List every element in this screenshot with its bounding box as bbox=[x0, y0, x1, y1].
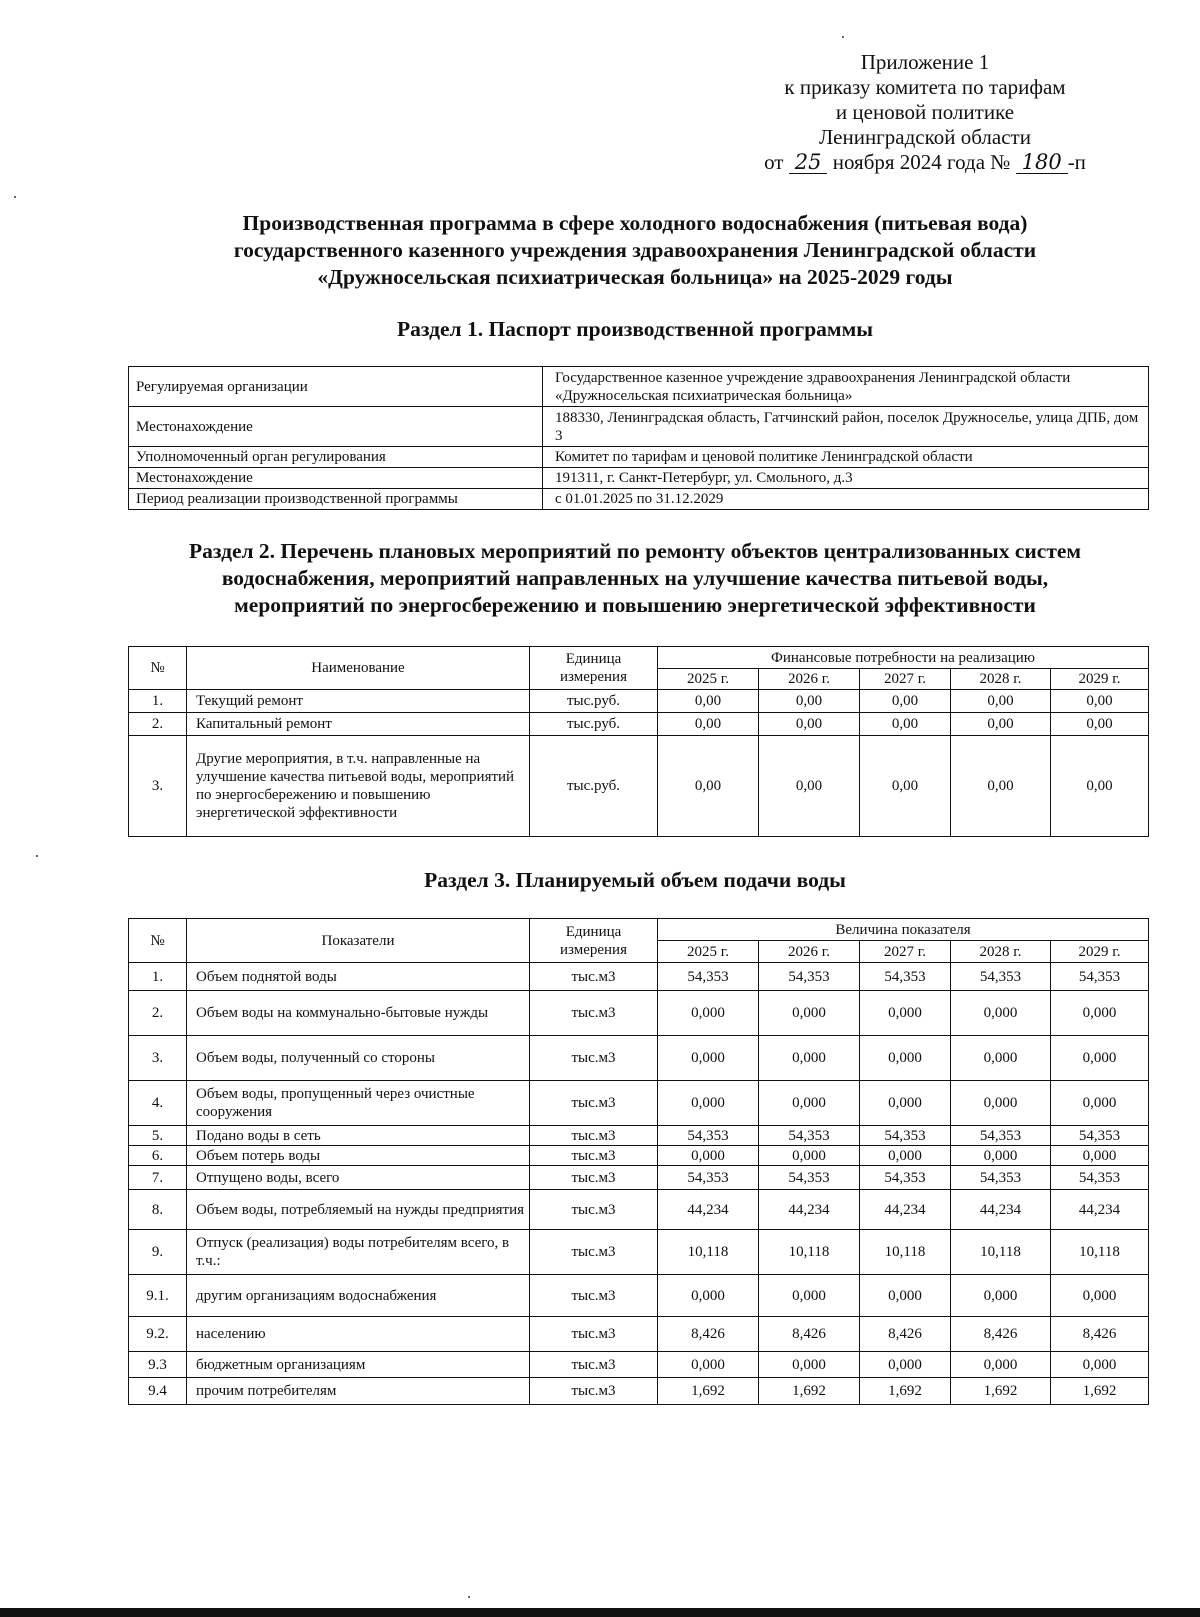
row-value: 54,353 bbox=[951, 963, 1051, 991]
row-name: Текущий ремонт bbox=[187, 690, 530, 713]
table-row bbox=[129, 1190, 1149, 1230]
row-unit: тыс.м3 bbox=[530, 1166, 658, 1190]
passport-label: Местонахождение bbox=[129, 407, 543, 447]
row-value: 10,118 bbox=[759, 1230, 860, 1275]
passport-value: с 01.01.2025 по 31.12.2029 bbox=[543, 489, 1149, 510]
year-header: 2026 г. bbox=[759, 941, 860, 963]
table-row bbox=[129, 1036, 1149, 1081]
row-value: 0,00 bbox=[658, 713, 759, 736]
water-supply-head bbox=[129, 919, 1149, 963]
row-value: 0,000 bbox=[951, 1275, 1051, 1317]
row-value: 10,118 bbox=[1051, 1230, 1149, 1275]
row-value: 8,426 bbox=[951, 1317, 1051, 1352]
table-row bbox=[129, 991, 1149, 1036]
row-value: 0,00 bbox=[860, 736, 951, 837]
passport-value: 188330, Ленинградская область, Гатчинский район, поселок Дружноселье, улица ДПБ, дом 3 bbox=[543, 407, 1149, 447]
col-name-header: Показатели bbox=[187, 919, 530, 963]
row-value: 44,234 bbox=[860, 1190, 951, 1230]
row-value: 54,353 bbox=[759, 1126, 860, 1146]
row-value: 54,353 bbox=[951, 1166, 1051, 1190]
passport-row bbox=[129, 489, 1149, 510]
passport-row bbox=[129, 447, 1149, 468]
row-number: 9.4 bbox=[129, 1378, 187, 1405]
row-value: 54,353 bbox=[658, 963, 759, 991]
row-value: 54,353 bbox=[1051, 1166, 1149, 1190]
row-value: 0,000 bbox=[658, 1036, 759, 1081]
passport-row bbox=[129, 468, 1149, 489]
row-value: 0,000 bbox=[951, 1352, 1051, 1378]
row-value: 0,000 bbox=[1051, 1352, 1149, 1378]
row-value: 1,692 bbox=[951, 1378, 1051, 1405]
row-value: 0,00 bbox=[951, 736, 1051, 837]
year-header: 2027 г. bbox=[860, 669, 951, 690]
row-value: 0,00 bbox=[860, 713, 951, 736]
table-row bbox=[129, 1378, 1149, 1405]
row-value: 1,692 bbox=[658, 1378, 759, 1405]
table-row bbox=[129, 1317, 1149, 1352]
row-unit: тыс.м3 bbox=[530, 1352, 658, 1378]
passport-value: Комитет по тарифам и ценовой политике Ленинградской области bbox=[543, 447, 1149, 468]
row-value: 0,00 bbox=[759, 736, 860, 837]
measures-table bbox=[128, 646, 1149, 837]
row-name: Объем воды на коммунально-бытовые нужды bbox=[187, 991, 530, 1036]
row-value: 0,000 bbox=[658, 1146, 759, 1166]
row-value: 0,000 bbox=[860, 1146, 951, 1166]
row-value: 0,000 bbox=[658, 1275, 759, 1317]
row-value: 0,00 bbox=[951, 713, 1051, 736]
passport-value: Государственное казенное учреждение здравоохранения Ленинградской области «Дружносельская психиатрическая больница» bbox=[543, 367, 1149, 407]
row-number: 6. bbox=[129, 1146, 187, 1166]
table-row bbox=[129, 713, 1149, 736]
row-unit: тыс.м3 bbox=[530, 1126, 658, 1146]
row-value: 0,000 bbox=[1051, 1036, 1149, 1081]
water-supply-table bbox=[128, 918, 1149, 1405]
row-value: 0,000 bbox=[759, 1081, 860, 1126]
year-header: 2026 г. bbox=[759, 669, 860, 690]
appendix-header bbox=[740, 50, 1110, 175]
row-value: 54,353 bbox=[860, 963, 951, 991]
row-value: 0,000 bbox=[860, 1352, 951, 1378]
row-value: 0,000 bbox=[860, 1036, 951, 1081]
row-unit: тыс.м3 bbox=[530, 1317, 658, 1352]
row-name: Объем потерь воды bbox=[187, 1146, 530, 1166]
row-name: Другие мероприятия, в т.ч. направленные на улучшение качества питьевой воды, мероприятий по энергосбережению и повышению энергетической эффективности bbox=[187, 736, 530, 837]
table-row bbox=[129, 1126, 1149, 1146]
row-unit: тыс.м3 bbox=[530, 1146, 658, 1166]
title-line: государственного казенного учреждения здравоохранения Ленинградской области bbox=[233, 238, 1037, 262]
row-value: 54,353 bbox=[759, 963, 860, 991]
row-value: 0,000 bbox=[860, 1081, 951, 1126]
row-number: 3. bbox=[129, 1036, 187, 1081]
passport-label: Местонахождение bbox=[129, 468, 543, 489]
handwritten-day: 25 bbox=[789, 151, 828, 174]
row-unit: тыс.м3 bbox=[530, 1036, 658, 1081]
row-name: Объем воды, полученный со стороны bbox=[187, 1036, 530, 1081]
scan-speck bbox=[14, 196, 16, 198]
row-number: 5. bbox=[129, 1126, 187, 1146]
row-value: 1,692 bbox=[1051, 1378, 1149, 1405]
section2-title-line: водоснабжения, мероприятий направленных на улучшение качества питьевой воды, bbox=[221, 566, 1049, 590]
row-number: 9.2. bbox=[129, 1317, 187, 1352]
passport-label: Уполномоченный орган регулирования bbox=[129, 447, 543, 468]
year-header: 2025 г. bbox=[658, 669, 759, 690]
section1-title: Раздел 1. Паспорт производственной программы bbox=[396, 317, 874, 341]
scan-speck bbox=[468, 1596, 470, 1598]
row-value: 44,234 bbox=[759, 1190, 860, 1230]
scan-edge-bar bbox=[0, 1608, 1200, 1617]
table-row bbox=[129, 1230, 1149, 1275]
section3-title: Раздел 3. Планируемый объем подачи воды bbox=[424, 868, 846, 892]
row-value: 0,00 bbox=[1051, 690, 1149, 713]
row-value: 8,426 bbox=[1051, 1317, 1149, 1352]
row-value: 54,353 bbox=[951, 1126, 1051, 1146]
row-number: 7. bbox=[129, 1166, 187, 1190]
row-name: другим организациям водоснабжения bbox=[187, 1275, 530, 1317]
row-unit: тыс.м3 bbox=[530, 991, 658, 1036]
row-value: 0,00 bbox=[658, 736, 759, 837]
table-row bbox=[129, 690, 1149, 713]
water-header-row bbox=[129, 919, 1149, 941]
row-value: 10,118 bbox=[860, 1230, 951, 1275]
row-value: 0,000 bbox=[759, 1036, 860, 1081]
row-number: 9. bbox=[129, 1230, 187, 1275]
row-value: 0,00 bbox=[759, 690, 860, 713]
section2-title-line: мероприятий по энергосбережению и повышению энергетической эффективности bbox=[234, 593, 1036, 617]
table-row bbox=[129, 1275, 1149, 1317]
row-number: 1. bbox=[129, 690, 187, 713]
date-middle: ноября 2024 года № bbox=[832, 150, 1011, 174]
row-unit: тыс.м3 bbox=[530, 1230, 658, 1275]
row-unit: тыс.руб. bbox=[530, 736, 658, 837]
row-name: населению bbox=[187, 1317, 530, 1352]
order-number-suffix: -п bbox=[1067, 150, 1086, 174]
row-value: 0,000 bbox=[759, 1275, 860, 1317]
row-value: 0,00 bbox=[658, 690, 759, 713]
col-number-header: № bbox=[129, 647, 187, 690]
row-unit: тыс.м3 bbox=[530, 1275, 658, 1317]
col-unit-header: Единица измерения bbox=[530, 647, 658, 690]
row-value: 0,000 bbox=[951, 991, 1051, 1036]
col-number-header: № bbox=[129, 919, 187, 963]
row-value: 0,00 bbox=[951, 690, 1051, 713]
row-name: Объем поднятой воды bbox=[187, 963, 530, 991]
row-number: 9.1. bbox=[129, 1275, 187, 1317]
appendix-label: Приложение 1 bbox=[860, 50, 990, 74]
order-reference-line: к приказу комитета по тарифам bbox=[784, 75, 1066, 99]
water-supply-body bbox=[129, 963, 1149, 1405]
section2-title bbox=[120, 538, 1150, 619]
title-line: Производственная программа в сфере холодного водоснабжения (питьевая вода) bbox=[242, 211, 1028, 235]
year-header: 2028 г. bbox=[951, 669, 1051, 690]
row-unit: тыс.м3 bbox=[530, 1190, 658, 1230]
row-value: 0,000 bbox=[951, 1146, 1051, 1166]
row-name: Отпуск (реализация) воды потребителям всего, в т.ч.: bbox=[187, 1230, 530, 1275]
row-value: 8,426 bbox=[658, 1317, 759, 1352]
row-unit: тыс.м3 bbox=[530, 963, 658, 991]
row-number: 9.3 bbox=[129, 1352, 187, 1378]
measures-header-row bbox=[129, 647, 1149, 669]
row-value: 0,000 bbox=[860, 1275, 951, 1317]
year-header: 2025 г. bbox=[658, 941, 759, 963]
col-name-header: Наименование bbox=[187, 647, 530, 690]
table-row bbox=[129, 1166, 1149, 1190]
row-name: Капитальный ремонт bbox=[187, 713, 530, 736]
row-number: 3. bbox=[129, 736, 187, 837]
row-value: 0,000 bbox=[1051, 1146, 1149, 1166]
row-value: 0,00 bbox=[1051, 736, 1149, 837]
order-date-line bbox=[740, 150, 1110, 175]
row-value: 0,000 bbox=[658, 1352, 759, 1378]
row-value: 0,00 bbox=[860, 690, 951, 713]
row-name: прочим потребителям bbox=[187, 1378, 530, 1405]
row-unit: тыс.м3 bbox=[530, 1378, 658, 1405]
row-value: 0,000 bbox=[658, 991, 759, 1036]
row-value: 8,426 bbox=[759, 1317, 860, 1352]
row-value: 0,000 bbox=[951, 1081, 1051, 1126]
scan-speck bbox=[842, 36, 844, 38]
passport-table bbox=[128, 366, 1149, 510]
row-value: 0,00 bbox=[1051, 713, 1149, 736]
row-name: Подано воды в сеть bbox=[187, 1126, 530, 1146]
table-row bbox=[129, 736, 1149, 837]
row-value: 54,353 bbox=[860, 1166, 951, 1190]
row-value: 1,692 bbox=[759, 1378, 860, 1405]
row-value: 10,118 bbox=[658, 1230, 759, 1275]
row-value: 54,353 bbox=[658, 1126, 759, 1146]
row-value: 0,000 bbox=[759, 991, 860, 1036]
passport-value: 191311, г. Санкт-Петербург, ул. Смольного, д.3 bbox=[543, 468, 1149, 489]
table-row bbox=[129, 1146, 1149, 1166]
row-value: 0,000 bbox=[658, 1081, 759, 1126]
row-name: Объем воды, пропущенный через очистные сооружения bbox=[187, 1081, 530, 1126]
row-value: 44,234 bbox=[951, 1190, 1051, 1230]
table-row bbox=[129, 1081, 1149, 1126]
row-value: 44,234 bbox=[1051, 1190, 1149, 1230]
row-value: 0,000 bbox=[860, 991, 951, 1036]
row-value: 54,353 bbox=[1051, 963, 1149, 991]
year-header: 2027 г. bbox=[860, 941, 951, 963]
year-header: 2028 г. bbox=[951, 941, 1051, 963]
col-group-header: Финансовые потребности на реализацию bbox=[658, 647, 1149, 669]
row-value: 0,000 bbox=[1051, 1081, 1149, 1126]
table-row bbox=[129, 1352, 1149, 1378]
col-group-header: Величина показателя bbox=[658, 919, 1149, 941]
title-line: «Дружносельская психиатрическая больница» на 2025-2029 годы bbox=[317, 265, 953, 289]
section2-title-line: Раздел 2. Перечень плановых мероприятий по ремонту объектов централизованных систем bbox=[188, 539, 1082, 563]
row-value: 54,353 bbox=[860, 1126, 951, 1146]
row-name: Объем воды, потребляемый на нужды предприятия bbox=[187, 1190, 530, 1230]
row-value: 8,426 bbox=[860, 1317, 951, 1352]
row-number: 1. bbox=[129, 963, 187, 991]
row-value: 0,00 bbox=[759, 713, 860, 736]
row-unit: тыс.руб. bbox=[530, 690, 658, 713]
row-value: 0,000 bbox=[1051, 991, 1149, 1036]
passport-label: Период реализации производственной программы bbox=[129, 489, 543, 510]
row-value: 0,000 bbox=[759, 1352, 860, 1378]
row-number: 2. bbox=[129, 713, 187, 736]
row-number: 8. bbox=[129, 1190, 187, 1230]
handwritten-order-number: 180 bbox=[1016, 151, 1068, 174]
passport-body bbox=[129, 367, 1149, 510]
year-header: 2029 г. bbox=[1051, 669, 1149, 690]
row-value: 10,118 bbox=[951, 1230, 1051, 1275]
row-value: 0,000 bbox=[951, 1036, 1051, 1081]
order-reference-line: и ценовой политике bbox=[835, 100, 1015, 124]
date-prefix: от bbox=[764, 150, 784, 174]
row-value: 54,353 bbox=[759, 1166, 860, 1190]
passport-label: Регулируемая организации bbox=[129, 367, 543, 407]
passport-row bbox=[129, 407, 1149, 447]
row-value: 54,353 bbox=[658, 1166, 759, 1190]
row-value: 1,692 bbox=[860, 1378, 951, 1405]
table-row bbox=[129, 963, 1149, 991]
row-value: 0,000 bbox=[1051, 1275, 1149, 1317]
row-unit: тыс.м3 bbox=[530, 1081, 658, 1126]
row-name: бюджетным организациям bbox=[187, 1352, 530, 1378]
measures-body bbox=[129, 690, 1149, 837]
row-unit: тыс.руб. bbox=[530, 713, 658, 736]
passport-row bbox=[129, 367, 1149, 407]
row-number: 4. bbox=[129, 1081, 187, 1126]
row-value: 44,234 bbox=[658, 1190, 759, 1230]
row-value: 54,353 bbox=[1051, 1126, 1149, 1146]
order-reference-line: Ленинградской области bbox=[819, 125, 1031, 149]
year-header: 2029 г. bbox=[1051, 941, 1149, 963]
scan-speck bbox=[36, 855, 38, 857]
measures-head bbox=[129, 647, 1149, 690]
row-value: 0,000 bbox=[759, 1146, 860, 1166]
row-name: Отпущено воды, всего bbox=[187, 1166, 530, 1190]
col-unit-header: Единица измерения bbox=[530, 919, 658, 963]
row-number: 2. bbox=[129, 991, 187, 1036]
document-title bbox=[120, 210, 1150, 291]
